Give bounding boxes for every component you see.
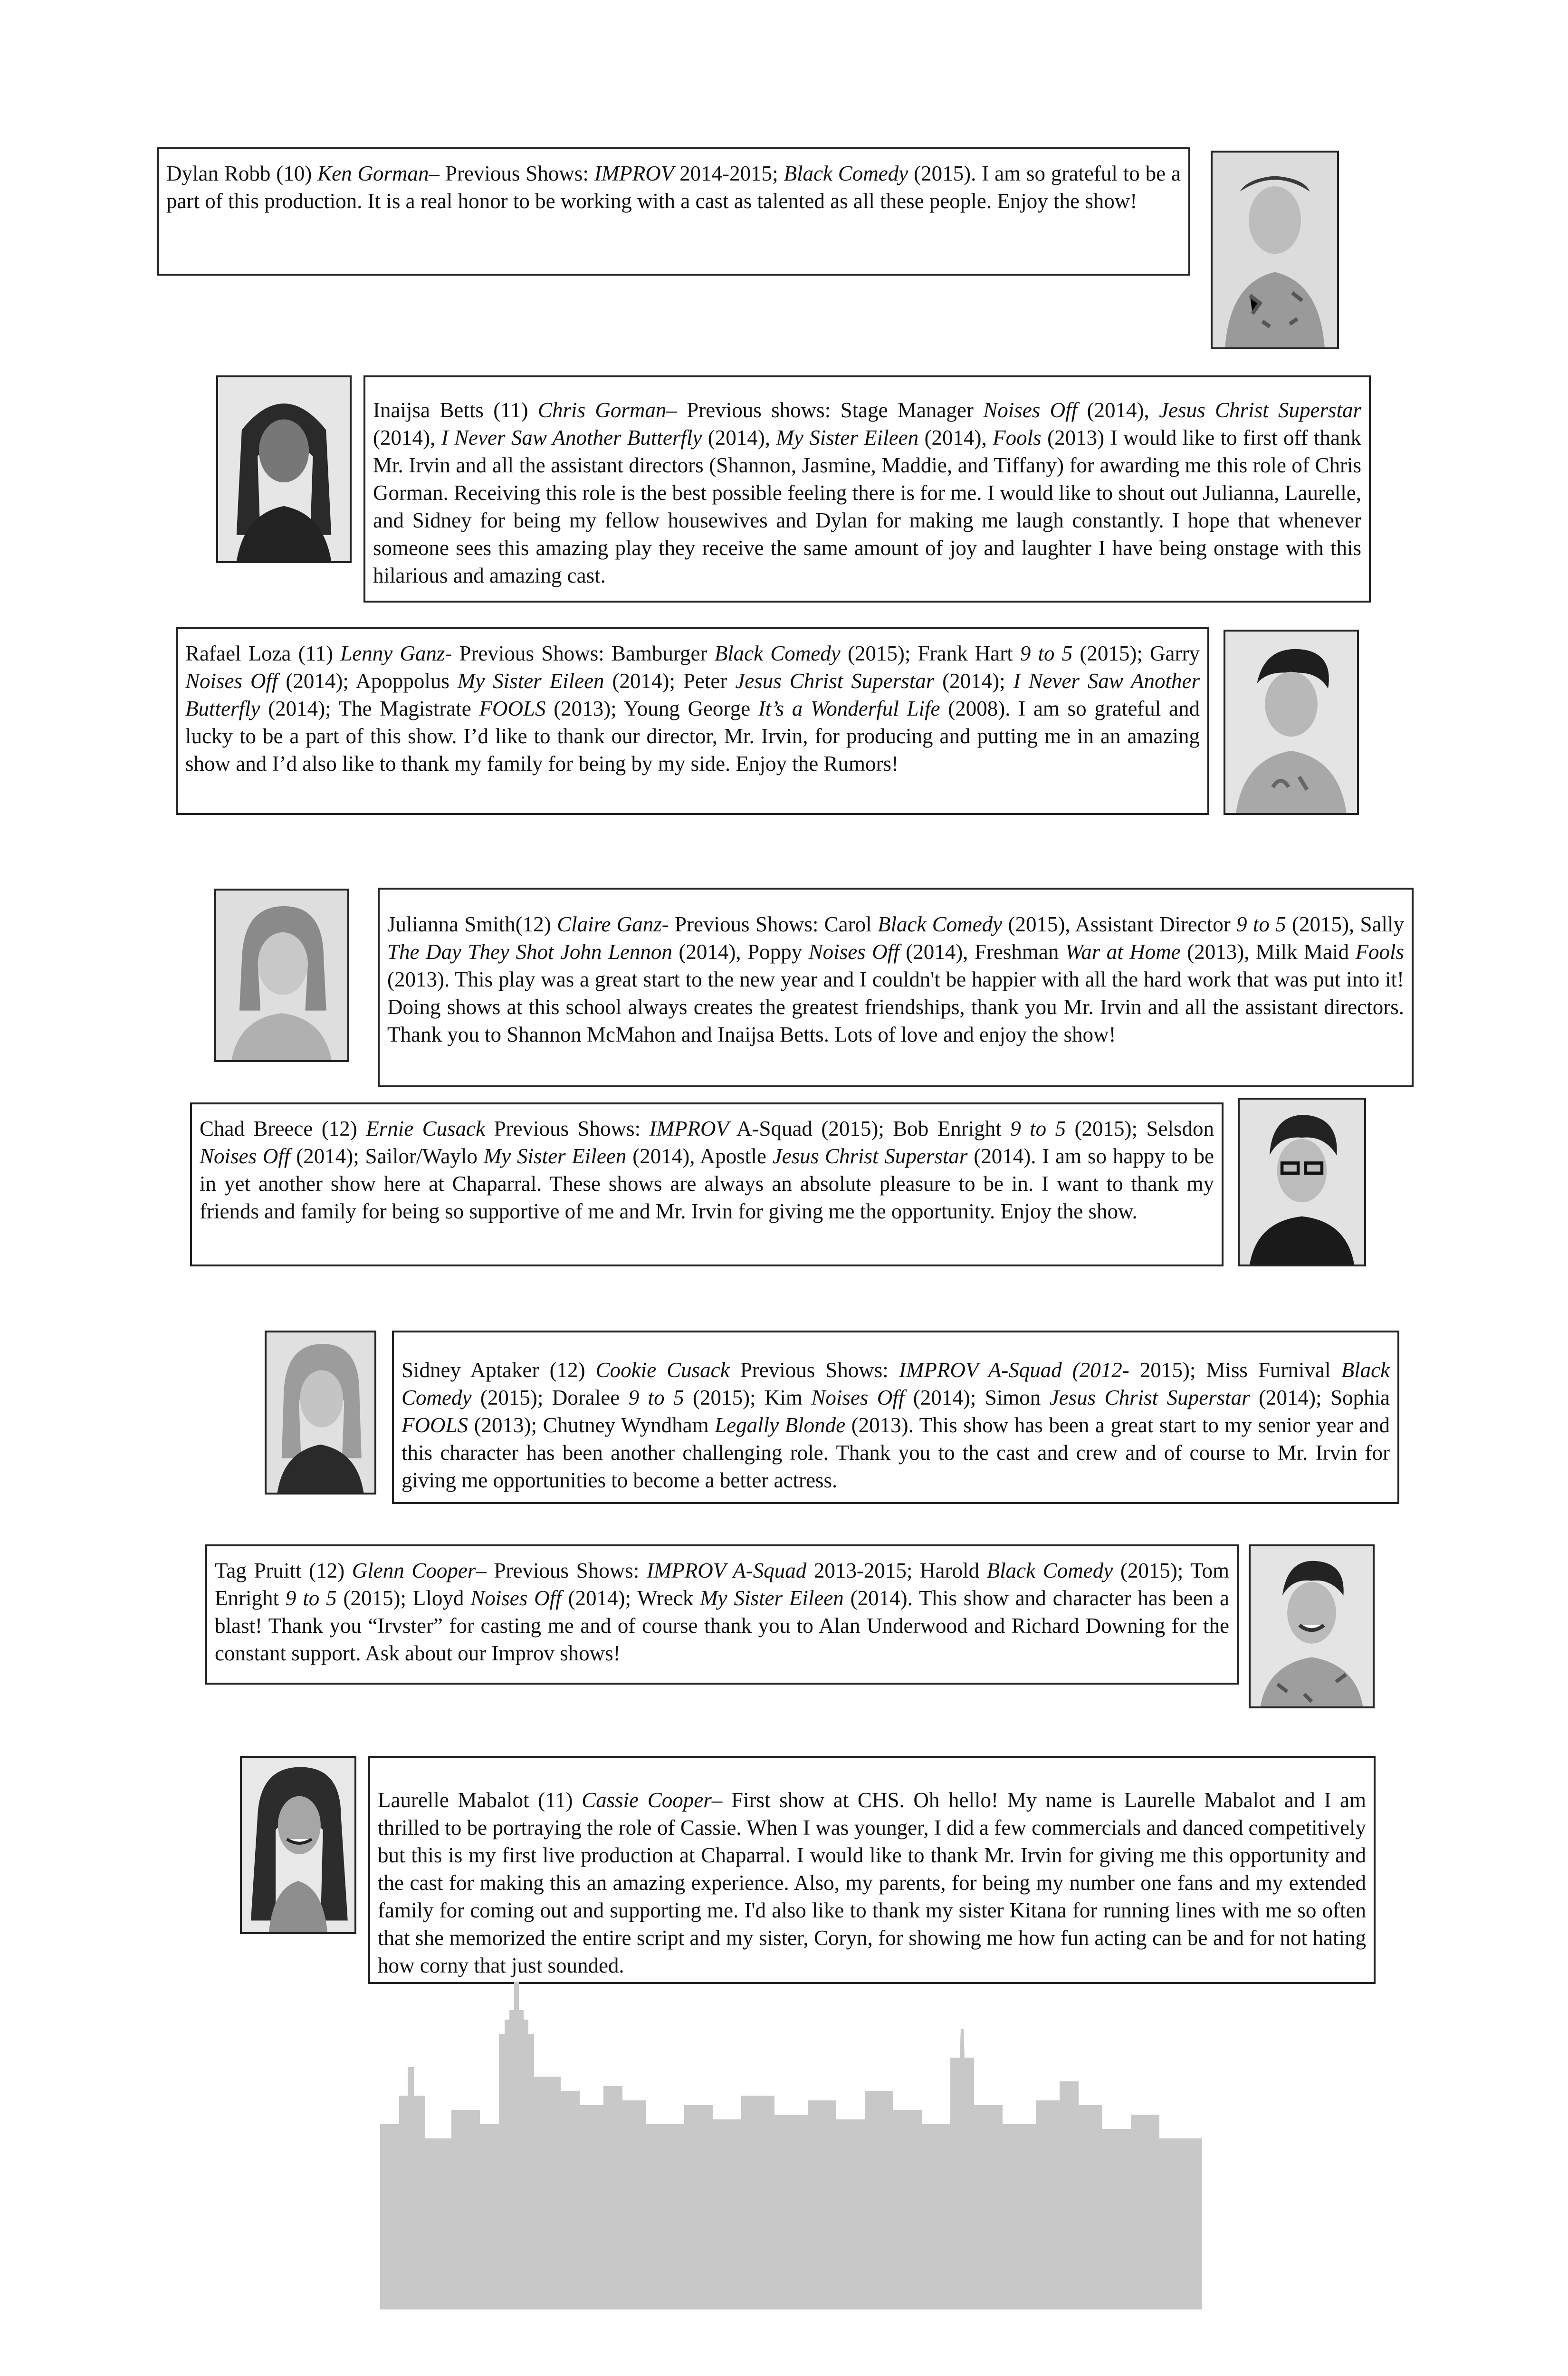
show-title: Black Comedy: [714, 642, 841, 665]
bio-text-run: (2014);: [934, 669, 1013, 693]
headshot-dylan-robb: [1211, 151, 1339, 349]
show-title: IMPROV: [649, 1117, 729, 1140]
show-title: Noises Off: [983, 398, 1078, 422]
bio-text-run: (2015). I am so grateful to be a part of this production. It is a real honor to be working with a cast as talented as all these people. Enjoy the show!: [166, 162, 1181, 213]
headshot-sidney-aptaker: [265, 1331, 376, 1495]
show-title: Jesus Christ Superstar: [772, 1144, 968, 1168]
role-name: Lenny Ganz: [340, 642, 445, 665]
show-title: I Never Saw Another Butterfly: [185, 669, 1200, 720]
city-skyline-graphic: [380, 1982, 1202, 2309]
show-title: My Sister Eileen: [776, 426, 919, 450]
bio-text-run: (2014); Wreck: [561, 1586, 700, 1610]
bio-text-run: (2013). This show has been a great start to my senior year and this character has been another challenging role. Thank you to the cast and crew and of course to Mr. Irvin for giving me opportunities to become a better actress.: [402, 1413, 1390, 1492]
show-title: Noises Off: [470, 1586, 562, 1610]
show-title: FOOLS: [479, 697, 546, 720]
bio-text-run: (2014), Apostle: [626, 1144, 773, 1168]
bio-text-run: Oh hello! My name is Laurelle Mabalot and I am thrilled to be portraying the role of Cassie. When I was younger, I did a few commercials and danced competitively but this is my first live production at Chaparral. I would like to thank Mr. Irvin for giving me this opportunity and the cast for making this an amazing experience. Also, my parents, for being my number one fans and my extended family for coming out and supporting me. I'd also like to thank my sister Kitana for running lines with me so often that she memorized the entire script and my sister, Coryn, for showing me how fun acting can be and for not hating how corny that just sounded.: [378, 1788, 1366, 1977]
show-title: Jesus Christ Superstar: [1049, 1386, 1250, 1409]
show-title: IMPROV A-Squad (2012-: [899, 1358, 1129, 1382]
role-name: Ken Gorman: [317, 162, 429, 185]
show-title: My Sister Eileen: [457, 669, 604, 693]
show-title: Fools: [1355, 940, 1404, 964]
bio-rafael-loza: [176, 627, 1209, 815]
bio-text-run: (2015), Assistant Director: [1002, 912, 1237, 936]
bio-text-run: (2014),: [918, 426, 993, 450]
bio-text-run: (2014); Apoppolus: [277, 669, 458, 693]
bio-text-run: (2013); Young George: [545, 697, 758, 720]
show-title: Noises Off: [811, 1386, 905, 1409]
bio-text-run: (2014),: [702, 426, 776, 450]
bio-text: Tag Pruitt (12) Glenn Cooper– Previous Shows: IMPROV A-Squad 2013-2015; Harold Black Comedy (2015); Tom Enright 9 to 5 (2015); Lloyd Noises Off (2014); Wreck My Sister Eileen (2014). This show and character has been a blast! Thank you “Irvster” for casting me and of course thank you to Alan Underwood and Richard Downing for the constant support. Ask about our Improv shows!: [215, 1559, 1229, 1665]
bio-dylan-robb: [157, 147, 1190, 276]
show-title: Noises Off: [200, 1144, 290, 1168]
show-title: Jesus Christ Superstar: [1159, 398, 1361, 422]
bio-text-run: (2008). I am so grateful and lucky to be a part of this show. I’d like to thank our director, Mr. Irvin, for producing and putting me in an amazing show and I’d also like to thank my family for being by my side. Enjoy the Rumors!: [185, 697, 1200, 776]
show-title: FOOLS: [402, 1413, 468, 1437]
bio-text-run: (2014). I am so happy to be in yet another show here at Chaparral. These shows are always an absolute pleasure to be in. I want to thank my friends and family for being so supportive of me and Mr. Irvin for giving me the opportunity. Enjoy the show.: [200, 1144, 1214, 1223]
role-name: Cassie Cooper: [582, 1788, 712, 1812]
headshot-inaijsa-betts: [216, 375, 352, 563]
bio-text-run: (2015); Doralee: [471, 1386, 629, 1409]
bio-text: Inaijsa Betts (11) Chris Gorman– Previous shows: Stage Manager Noises Off (2014), Jesus Christ Superstar (2014), I Never Saw Another Butterfly (2014), My Sister Eileen (2014), Fools (2013) I would like to first off thank Mr. Irvin and all the assistant directors (Shannon, Jasmine, Maddie, and Tiffany) for awarding me this role of Chris Gorman. Receiving this role is the best possible feeling there is for me. I would like to shout out Julianna, Laurelle, and Sidney for being my fellow housewives and Dylan for making me laugh constantly. I hope that whenever someone sees this amazing play they receive the same amount of joy and laughter I have being onstage with this hilarious and amazing cast.: [373, 398, 1361, 587]
show-title: My Sister Eileen: [483, 1144, 627, 1168]
show-title: Jesus Christ Superstar: [735, 669, 935, 693]
bio-tag-pruitt: [205, 1544, 1239, 1685]
headshot-laurelle-mabalot: [240, 1756, 356, 1934]
bio-laurelle-mabalot: [368, 1756, 1376, 1984]
bio-text-run: 2014-2015;: [674, 162, 784, 185]
bio-text-run: (2014); Peter: [604, 669, 736, 693]
bio-text-run: (2015); Lloyd: [336, 1586, 471, 1610]
show-title: Legally Blonde: [715, 1413, 846, 1437]
headshot-rafael-loza: [1224, 630, 1359, 815]
bio-text: Chad Breece (12) Ernie Cusack Previous Shows: IMPROV A-Squad (2015); Bob Enright 9 to 5 (2015); Selsdon Noises Off (2014); Sailor/Waylo My Sister Eileen (2014), Apostle Jesus Christ Superstar (2014). I am so happy to be in yet another show here at Chaparral. These shows are always an absolute pleasure to be in. I want to thank my friends and family for being so supportive of me and Mr. Irvin for giving me the opportunity. Enjoy the show.: [200, 1117, 1214, 1223]
show-title: The Day They Shot John Lennon: [387, 940, 672, 964]
bio-text: Laurelle Mabalot (11) Cassie Cooper– First show at CHS. Oh hello! My name is Laurelle Mabalot and I am thrilled to be portraying the role of Cassie. When I was younger, I did a few commercials and danced competitively but this is my first live production at Chaparral. I would like to thank Mr. Irvin for giving me this opportunity and the cast for making this an amazing experience. Also, my parents, for being my number one fans and my extended family for coming out and supporting me. I'd also like to thank my sister Kitana for running lines with me so often that she memorized the entire script and my sister, Coryn, for showing me how fun acting can be and for not hating how corny that just sounded.: [378, 1788, 1366, 1977]
bio-text-run: (2015); Garry: [1072, 642, 1200, 665]
bio-text: Sidney Aptaker (12) Cookie Cusack Previous Shows: IMPROV A-Squad (2012- 2015); Miss Furnival Black Comedy (2015); Doralee 9 to 5 (2015); Kim Noises Off (2014); Simon Jesus Christ Superstar (2014); Sophia FOOLS (2013); Chutney Wyndham Legally Blonde (2013). This show has been a great start to my senior year and this character has been another challenging role. Thank you to the cast and crew and of course to Mr. Irvin for giving me opportunities to become a better actress.: [402, 1358, 1390, 1492]
bio-text-run: (2015); Selsdon: [1066, 1117, 1214, 1140]
headshot-tag-pruitt: [1249, 1544, 1375, 1708]
show-title: My Sister Eileen: [700, 1586, 844, 1610]
bio-chad-breece: [190, 1102, 1224, 1266]
bio-text-run: (2015); Kim: [684, 1386, 812, 1409]
show-title: IMPROV A-Squad: [646, 1559, 807, 1582]
show-title: 9 to 5: [285, 1586, 337, 1610]
show-title: Black Comedy: [784, 162, 908, 185]
bio-text-run: (2014); Sophia: [1250, 1386, 1390, 1409]
headshot-julianna-smith: [214, 889, 349, 1062]
bio-text: Julianna Smith(12) Claire Ganz- Previous Shows: Carol Black Comedy (2015), Assistant Director 9 to 5 (2015), Sally The Day They Shot John Lennon (2014), Poppy Noises Off (2014), Freshman War at Home (2013), Milk Maid Fools (2013). This play was a great start to the new year and I couldn't be happier with all the hard work that was put into it! Doing shows at this school always creates the greatest friendships, thank you Mr. Irvin and all the assistant directors. Thank you to Shannon McMahon and Inaijsa Betts. Lots of love and enjoy the show!: [387, 912, 1404, 1046]
bio-text-run: (2014). This show and character has been a blast! Thank you “Irvster” for casting me and of course thank you to Alan Underwood and Richard Downing for the constant support. Ask about our Improv shows!: [215, 1586, 1229, 1665]
role-name: Ernie Cusack: [366, 1117, 486, 1140]
headshot-chad-breece: [1238, 1098, 1366, 1266]
bio-text-run: (2014); Sailor/Waylo: [290, 1144, 484, 1168]
bio-text-run: (2015); Frank Hart: [840, 642, 1020, 665]
show-title: It’s a Wonderful Life: [758, 697, 940, 720]
bio-text-run: (2015); Tom Enright: [215, 1559, 1229, 1610]
show-title: Noises Off: [185, 669, 278, 693]
bio-text: Dylan Robb (10) Ken Gorman– Previous Shows: IMPROV 2014-2015; Black Comedy (2015). I am so grateful to be a part of this production. It is a real honor to be working with a cast as talented as all these people. Enjoy the show!: [166, 162, 1181, 213]
show-title: I Never Saw Another Butterfly: [441, 426, 702, 450]
bio-text-run: (2015), Sally: [1286, 912, 1404, 936]
role-name: Claire Ganz: [557, 912, 662, 936]
bio-text-run: (2014); The Magistrate: [260, 697, 479, 720]
bio-text-run: 2015); Miss Furnival: [1129, 1358, 1341, 1382]
show-title: 9 to 5: [1010, 1117, 1066, 1140]
bio-text-run: (2013). This play was a great start to the new year and I couldn't be happier with all the hard work that was put into it! Doing shows at this school always creates the greatest friendships, thank you Mr. Irvin and all the assistant directors. Thank you to Shannon McMahon and Inaijsa Betts. Lots of love and enjoy the show!: [387, 968, 1404, 1046]
show-title: Noises Off: [808, 940, 899, 964]
bio-text-run: (2014); Simon: [904, 1386, 1050, 1409]
role-name: Glenn Cooper: [352, 1559, 476, 1582]
bio-inaijsa-betts: [363, 375, 1371, 603]
show-title: 9 to 5: [1020, 642, 1073, 665]
bio-text-run: 2013-2015; Harold: [806, 1559, 987, 1582]
bio-text-run: (2013), Milk Maid: [1180, 940, 1356, 964]
role-name: Chris Gorman: [537, 398, 667, 422]
show-title: War at Home: [1065, 940, 1181, 964]
bio-text-run: (2014), Poppy: [672, 940, 809, 964]
bio-text-run: A-Squad (2015); Bob Enright: [728, 1117, 1011, 1140]
show-title: Black Comedy: [986, 1559, 1113, 1582]
bio-sidney-aptaker: [392, 1331, 1399, 1504]
show-title: IMPROV: [594, 162, 674, 185]
bio-text-run: (2014),: [1077, 398, 1159, 422]
show-title: Black Comedy: [402, 1358, 1390, 1409]
show-title: Black Comedy: [877, 912, 1003, 936]
role-name: Cookie Cusack: [595, 1358, 730, 1382]
show-title: Fools: [993, 426, 1042, 450]
bio-julianna-smith: [378, 888, 1414, 1087]
bio-text-run: (2013) I would like to first off thank Mr. Irvin and all the assistant directors (Shannon, Jasmine, Maddie, and Tiffany) for awarding me this role of Chris Gorman. Receiving this role is the best possible feeling there is for me. I would like to shout out Julianna, Laurelle, and Sidney for being my fellow housewives and Dylan for making me laugh constantly. I hope that whenever someone sees this amazing play they receive the same amount of joy and laughter I have being onstage with this hilarious and amazing cast.: [373, 426, 1361, 587]
show-title: 9 to 5: [628, 1386, 684, 1409]
show-title: 9 to 5: [1236, 912, 1286, 936]
bio-text-run: (2014), Freshman: [899, 940, 1065, 964]
bio-text-run: (2014),: [373, 426, 441, 450]
bio-text-run: (2013); Chutney Wyndham: [468, 1413, 715, 1437]
bio-text: Rafael Loza (11) Lenny Ganz- Previous Shows: Bamburger Black Comedy (2015); Frank Hart 9 to 5 (2015); Garry Noises Off (2014); Apoppolus My Sister Eileen (2014); Peter Jesus Christ Superstar (2014); I Never Saw Another Butterfly (2014); The Magistrate FOOLS (2013); Young George It’s a Wonderful Life (2008). I am so grateful and lucky to be a part of this show. I’d like to thank our director, Mr. Irvin, for producing and putting me in an amazing show and I’d also like to thank my family for being by my side. Enjoy the Rumors!: [185, 642, 1200, 776]
